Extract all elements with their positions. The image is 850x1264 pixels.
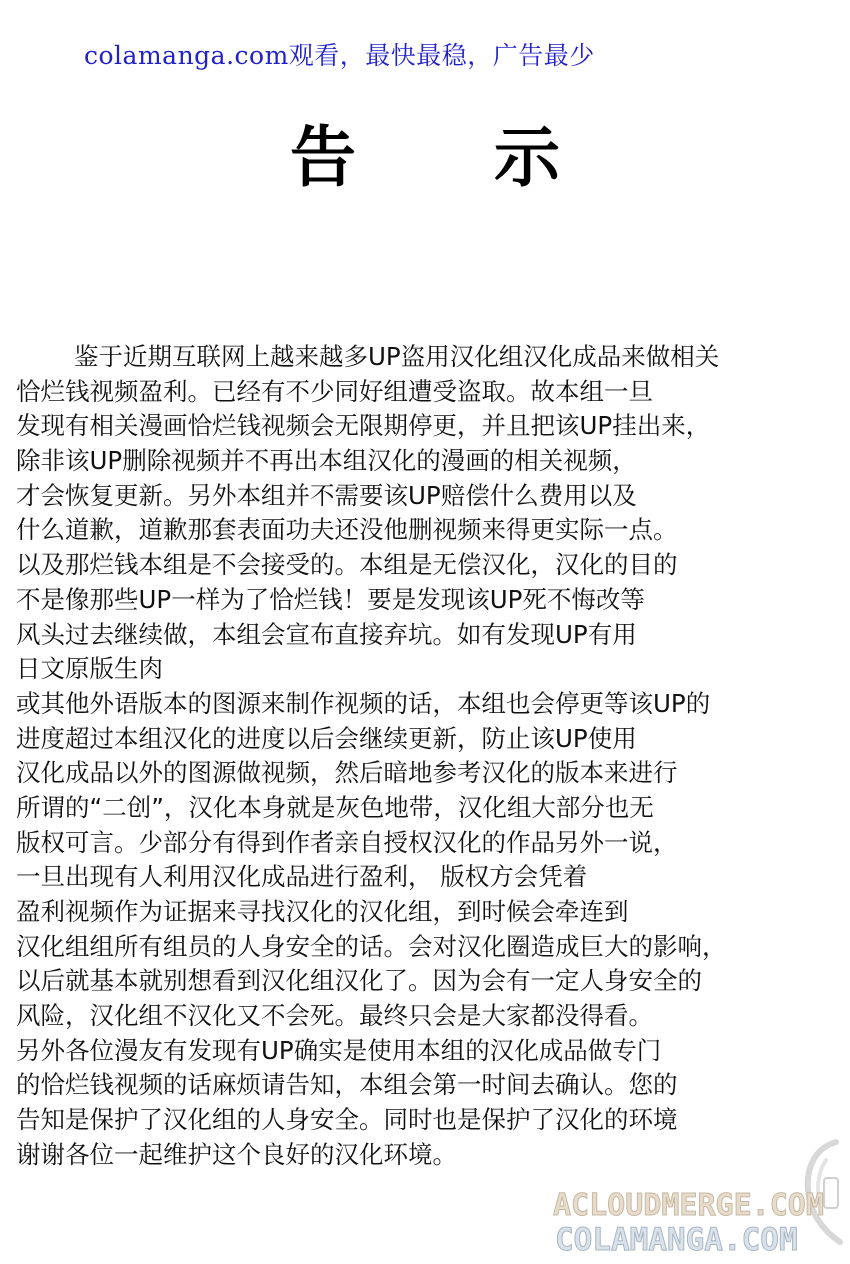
watermark-colamanga: COLAMANGA.COM bbox=[555, 1222, 798, 1258]
notice-line: 才会恢复更新。另外本组并不需要该UP赔偿什么费用以及 bbox=[16, 480, 637, 510]
notice-line: 风头过去继续做，本组会宣布直接弃坑。如有发现UP有用 bbox=[16, 619, 637, 649]
notice-line: 告知是保护了汉化组的人身安全。同时也是保护了汉化的环境 bbox=[16, 1105, 678, 1135]
notice-line: 风险，汉化组不汉化又不会死。最终只会是大家都没得看。 bbox=[16, 1001, 653, 1031]
notice-line: 发现有相关漫画恰烂钱视频会无限期停更，并且把该UP挂出来， bbox=[16, 411, 711, 441]
notice-line: 汉化组组所有组员的人身安全的话。会对汉化圈造成巨大的影响， bbox=[16, 931, 727, 961]
notice-line: 版权可言。少部分有得到作者亲自授权汉化的作品另外一说， bbox=[16, 827, 678, 857]
notice-line: 以后就基本就别想看到汉化组汉化了。因为会有一定人身安全的 bbox=[16, 966, 702, 996]
watermark-acloudmerge: ACLOUDMERGE.COM bbox=[553, 1188, 824, 1223]
notice-line: 的恰烂钱视频的话麻烦请告知，本组会第一时间去确认。您的 bbox=[16, 1070, 678, 1100]
notice-line: 谢谢各位一起维护这个良好的汉化环境。 bbox=[16, 1139, 457, 1169]
title-char-2: 示 bbox=[494, 119, 560, 196]
notice-line: 盈利视频作为证据来寻找汉化的汉化组，到时候会牵连到 bbox=[16, 897, 629, 926]
notice-line: 或其他外语版本的图源来制作视频的话，本组也会停更等该UP的 bbox=[16, 688, 711, 718]
notice-body bbox=[16, 340, 850, 1173]
notice-line: 以及那烂钱本组是不会接受的。本组是无偿汉化，汉化的目的 bbox=[16, 550, 678, 580]
notice-line: 不是像那些UP一样为了恰烂钱！要是发现该UP死不悔改等 bbox=[16, 584, 645, 614]
notice-line: 进度超过本组汉化的进度以后会继续更新，防止该UP使用 bbox=[16, 723, 637, 753]
notice-line: 日文原版生肉 bbox=[16, 654, 163, 684]
title-char-1: 告 bbox=[290, 119, 356, 196]
notice-line: 除非该UP删除视频并不再出本组汉化的漫画的相关视频， bbox=[16, 446, 637, 476]
notice-line: 另外各位漫友有发现有UP确实是使用本组的汉化成品做专门 bbox=[16, 1035, 662, 1065]
notice-line: 所谓的“二创”，汉化本身就是灰色地带，汉化组大部分也无 bbox=[16, 792, 654, 822]
notice-title bbox=[0, 118, 850, 198]
site-banner-text: colamanga.com观看，最快最稳，广告最少 bbox=[84, 41, 595, 70]
notice-line: 汉化成品以外的图源做视频，然后暗地参考汉化的版本来进行 bbox=[16, 758, 678, 788]
notice-line: 恰烂钱视频盈利。已经有不少同好组遭受盗取。故本组一旦 bbox=[16, 376, 653, 406]
notice-line: 什么道歉，道歉那套表面功夫还没他删视频来得更实际一点。 bbox=[16, 515, 678, 545]
watermark bbox=[553, 1188, 843, 1258]
notice-line: 鉴于近期互联网上越来越多UP盗用汉化组汉化成品来做相关 bbox=[74, 342, 720, 371]
notice-line: 一旦出现有人利用汉化成品进行盈利， 版权方会凭着 bbox=[16, 862, 588, 892]
